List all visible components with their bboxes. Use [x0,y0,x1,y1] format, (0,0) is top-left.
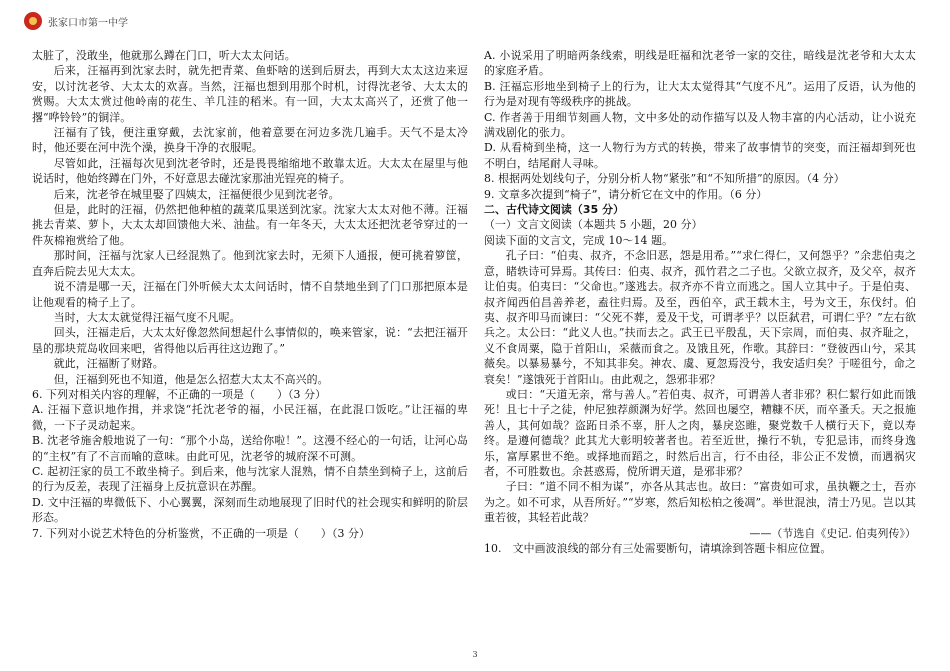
question-7-option-a: A. 小说采用了明暗两条线索，明线是旺福和沈老爷一家的交往，暗线是沈老爷和大太太的家庭矛盾。 [484,49,916,78]
left-column [32,48,468,541]
story-paragraph: 后来，汪福再到沈家去时，就先把青菜、鱼虾啥的送到后厨去，再到大太太这边来逗安，以讨沈老爷、大太太的欢喜。当然，汪福也想到用那个时机，讨得沈老爷、大太太的赏赐。大太太赏过他岭南的花生、羊几洼的稻米。有一回，大太太高兴了，还赏了他一撂“哗铃铃”的铜洋。 [32,64,468,124]
question-6-option-c: C. 起初汪家的员工不敢坐椅子。到后来，他与沈家人混熟，情不自禁坐到椅子上，这前后的行为反差，表现了汪福身上反抗意识在苏醒。 [32,464,468,494]
school-logo-icon [24,12,42,30]
source-citation: ——（节选自《史记. 伯夷列传》） [749,526,916,540]
story-paragraph: 回头，汪福走后，大太太好像忽然间想起什么事情似的，唤来管家，说：“去把汪福开垦的那块荒岛收回来吧，省得他以后再往这边跑了。” [32,326,468,355]
classical-paragraph: 或曰：“天道无亲，常与善人。”若伯夷、叔齐，可谓善人者非邪？积仁絜行如此而饿死！且七十子之徒，仲尼独荐颜渊为好学。然回也屡空，糟糠不厌，而卒蚤夭。天之报施善人，其何如哉？盗跖日杀不辜，肝人之肉，暴戾恣睢，聚党数千人横行天下，竟以寿终。是遵何德哉？此其尤大彰明较著者也。若至近世，操行不轨，专犯忌讳，而终身逸乐，富厚累世不绝。或择地而蹈之，时然后出言，行不由径，非公正不发愤，而遇祸灾者，不可胜数也。余甚惑焉，傥所谓天道，是邪非邪？ [484,387,916,478]
question-6-option-a: A. 汪福下意识地作揖，并求饶“托沈老爷的福，小民汪福，在此混口饭吃。”让汪福的卑微，一下子灵动起来。 [32,403,468,432]
question-7-option-b: B. 汪福忘形地坐到椅子上的行为，让大太太觉得其“气度不凡”。运用了反语，认为他的行为是对现有等级秩序的挑战。 [484,79,916,109]
story-paragraph: 太脏了，没敢坐，他就那么蹲在门口，听大太太问话。 [32,49,296,62]
classical-paragraph: 子曰：“道不同不相为谋”，亦各从其志也。故曰：“富贵如可求，虽执鞭之士，吾亦为之。如不可求，从吾所好。”“岁寒，然后知松柏之後凋”。举世混浊，清士乃见。岂以其重若彼，其轻若此哉？ [484,480,916,525]
right-column [484,48,916,556]
subsection-heading: （一）文言文阅读（本题共 5 小题，20 分） [484,218,703,232]
story-paragraph: 当时，大太太就觉得汪福气度不凡呢。 [53,310,241,324]
story-paragraph: 后来，沈老爷在城里娶了四姨太，汪福便很少见到沈老爷。 [53,187,340,201]
reading-instruction: 阅读下面的文言文，完成 10～14 题。 [484,233,674,247]
section-heading: 二、古代诗文阅读（35 分） [484,203,625,217]
story-paragraph: 但是，此时的汪福，仍然把他种植的蔬菜瓜果送到沈家。沈家大太太对他不薄。汪福挑去青菜、萝卜，大太太却回馈他大米、油盐。有一年冬天，大太太还把沈老爷穿过的一件灰棉袍赏给了他。 [32,203,468,247]
question-10: 10. 文中画波浪线的部分有三处需要断句，请填涂到答题卡相应位置。 [484,542,832,555]
classical-paragraph: 孔子曰：“伯夷、叔齐，不念旧恶，怨是用希。”“求仁得仁，又何怨乎？”余悲伯夷之意，睹轶诗可异焉。其传曰：伯夷、叔齐，孤竹君之二子也。父欲立叔齐，及父卒，叔齐让伯夷。伯夷曰：“父命也。”遂逃去。叔齐亦不肯立而逃之。国人立其中子。于是伯夷、叔齐闻西伯昌善养老，盍往归焉。及至，西伯卒，武王载木主，号为文王，东伐纣。伯夷、叔齐叩马而谏曰：“父死不葬，爰及干戈，可谓孝乎？以臣弑君，可谓仁乎？”左右欲兵之。太公曰：“此义人也。”扶而去之。武王已平殷乱，天下宗周，而伯夷、叔齐耻之，义不食周粟，隐于首阳山，采薇而食之。及饿且死，作歌。其辞曰：“登彼西山兮，采其薇矣。以暴易暴兮，不知其非矣。神农、虞、夏忽焉没兮，我安适归矣？于嗟徂兮，命之衰矣！”遂饿死于首阳山。由此观之，怨邪非邪？ [484,249,916,386]
question-9: 9. 文章多次提到“椅子”，请分析它在文中的作用。（6 分） [484,187,768,201]
school-name: 张家口市第一中学 [48,17,128,29]
question-7-option-d: D. 从看椅到坐椅，这一人物行为方式的转换，带来了故事情节的突变，而汪福却到死也不明白，结尾耐人寻味。 [484,141,916,170]
question-7-option-c: C. 作者善于用细节刻画人物，文中多处的动作描写以及人物丰富的内心活动，让小说充满戏剧化的张力。 [484,110,916,140]
story-paragraph: 那时间，汪福与沈家人已经混熟了。他到沈家去时，无须下人通报，便可挑着箩筐，直奔后院去见大太太。 [32,249,468,278]
question-8: 8. 根据两处划线句子，分别分析人物“紧张”和“不知所措”的原因。（4 分） [484,172,845,186]
story-paragraph: 但，汪福到死也不知道，他是怎么招惹大太太不高兴的。 [53,372,329,386]
story-paragraph: 尽管如此，汪福每次见到沈老爷时，还是畏畏缩缩地不敢靠太近。大太太在屋里与他说话时，他始终蹲在门外，不好意思去碰沈家那油光锃亮的椅子。 [32,156,468,186]
page-header [24,10,128,32]
story-paragraph: 说不清是哪一天，汪福在门外听候大太太问话时，情不自禁地坐到了门口那把原本是让他观看的椅子上了。 [32,280,468,309]
story-paragraph: 汪福有了钱，便注重穿戴，去沈家前，他着意要在河边多洗几遍手。天气不是太冷时，他还要在河中洗个澡，换身干净的衣服呢。 [32,126,468,155]
story-paragraph: 就此，汪福断了财路。 [53,357,164,371]
question-7: 7. 下列对小说艺术特色的分析鉴赏，不正确的一项是（ ）（3 分） [32,526,371,540]
question-6-option-d: D. 文中汪福的卑微低下、小心翼翼，深刻而生动地展现了旧时代的社会现实和鲜明的阶层形态。 [32,495,468,525]
question-6-option-b: B. 沈老爷施舍般地说了一句：“那个小岛，送给你啦！”。这漫不经心的一句话，让河心岛的“主权”有了不言而喻的意味。由此可见，沈老爷的城府深不可测。 [32,434,468,463]
page-number: 3 [472,650,478,659]
question-6: 6. 下列对相关内容的理解，不正确的一项是（ ）（3 分） [32,387,327,401]
